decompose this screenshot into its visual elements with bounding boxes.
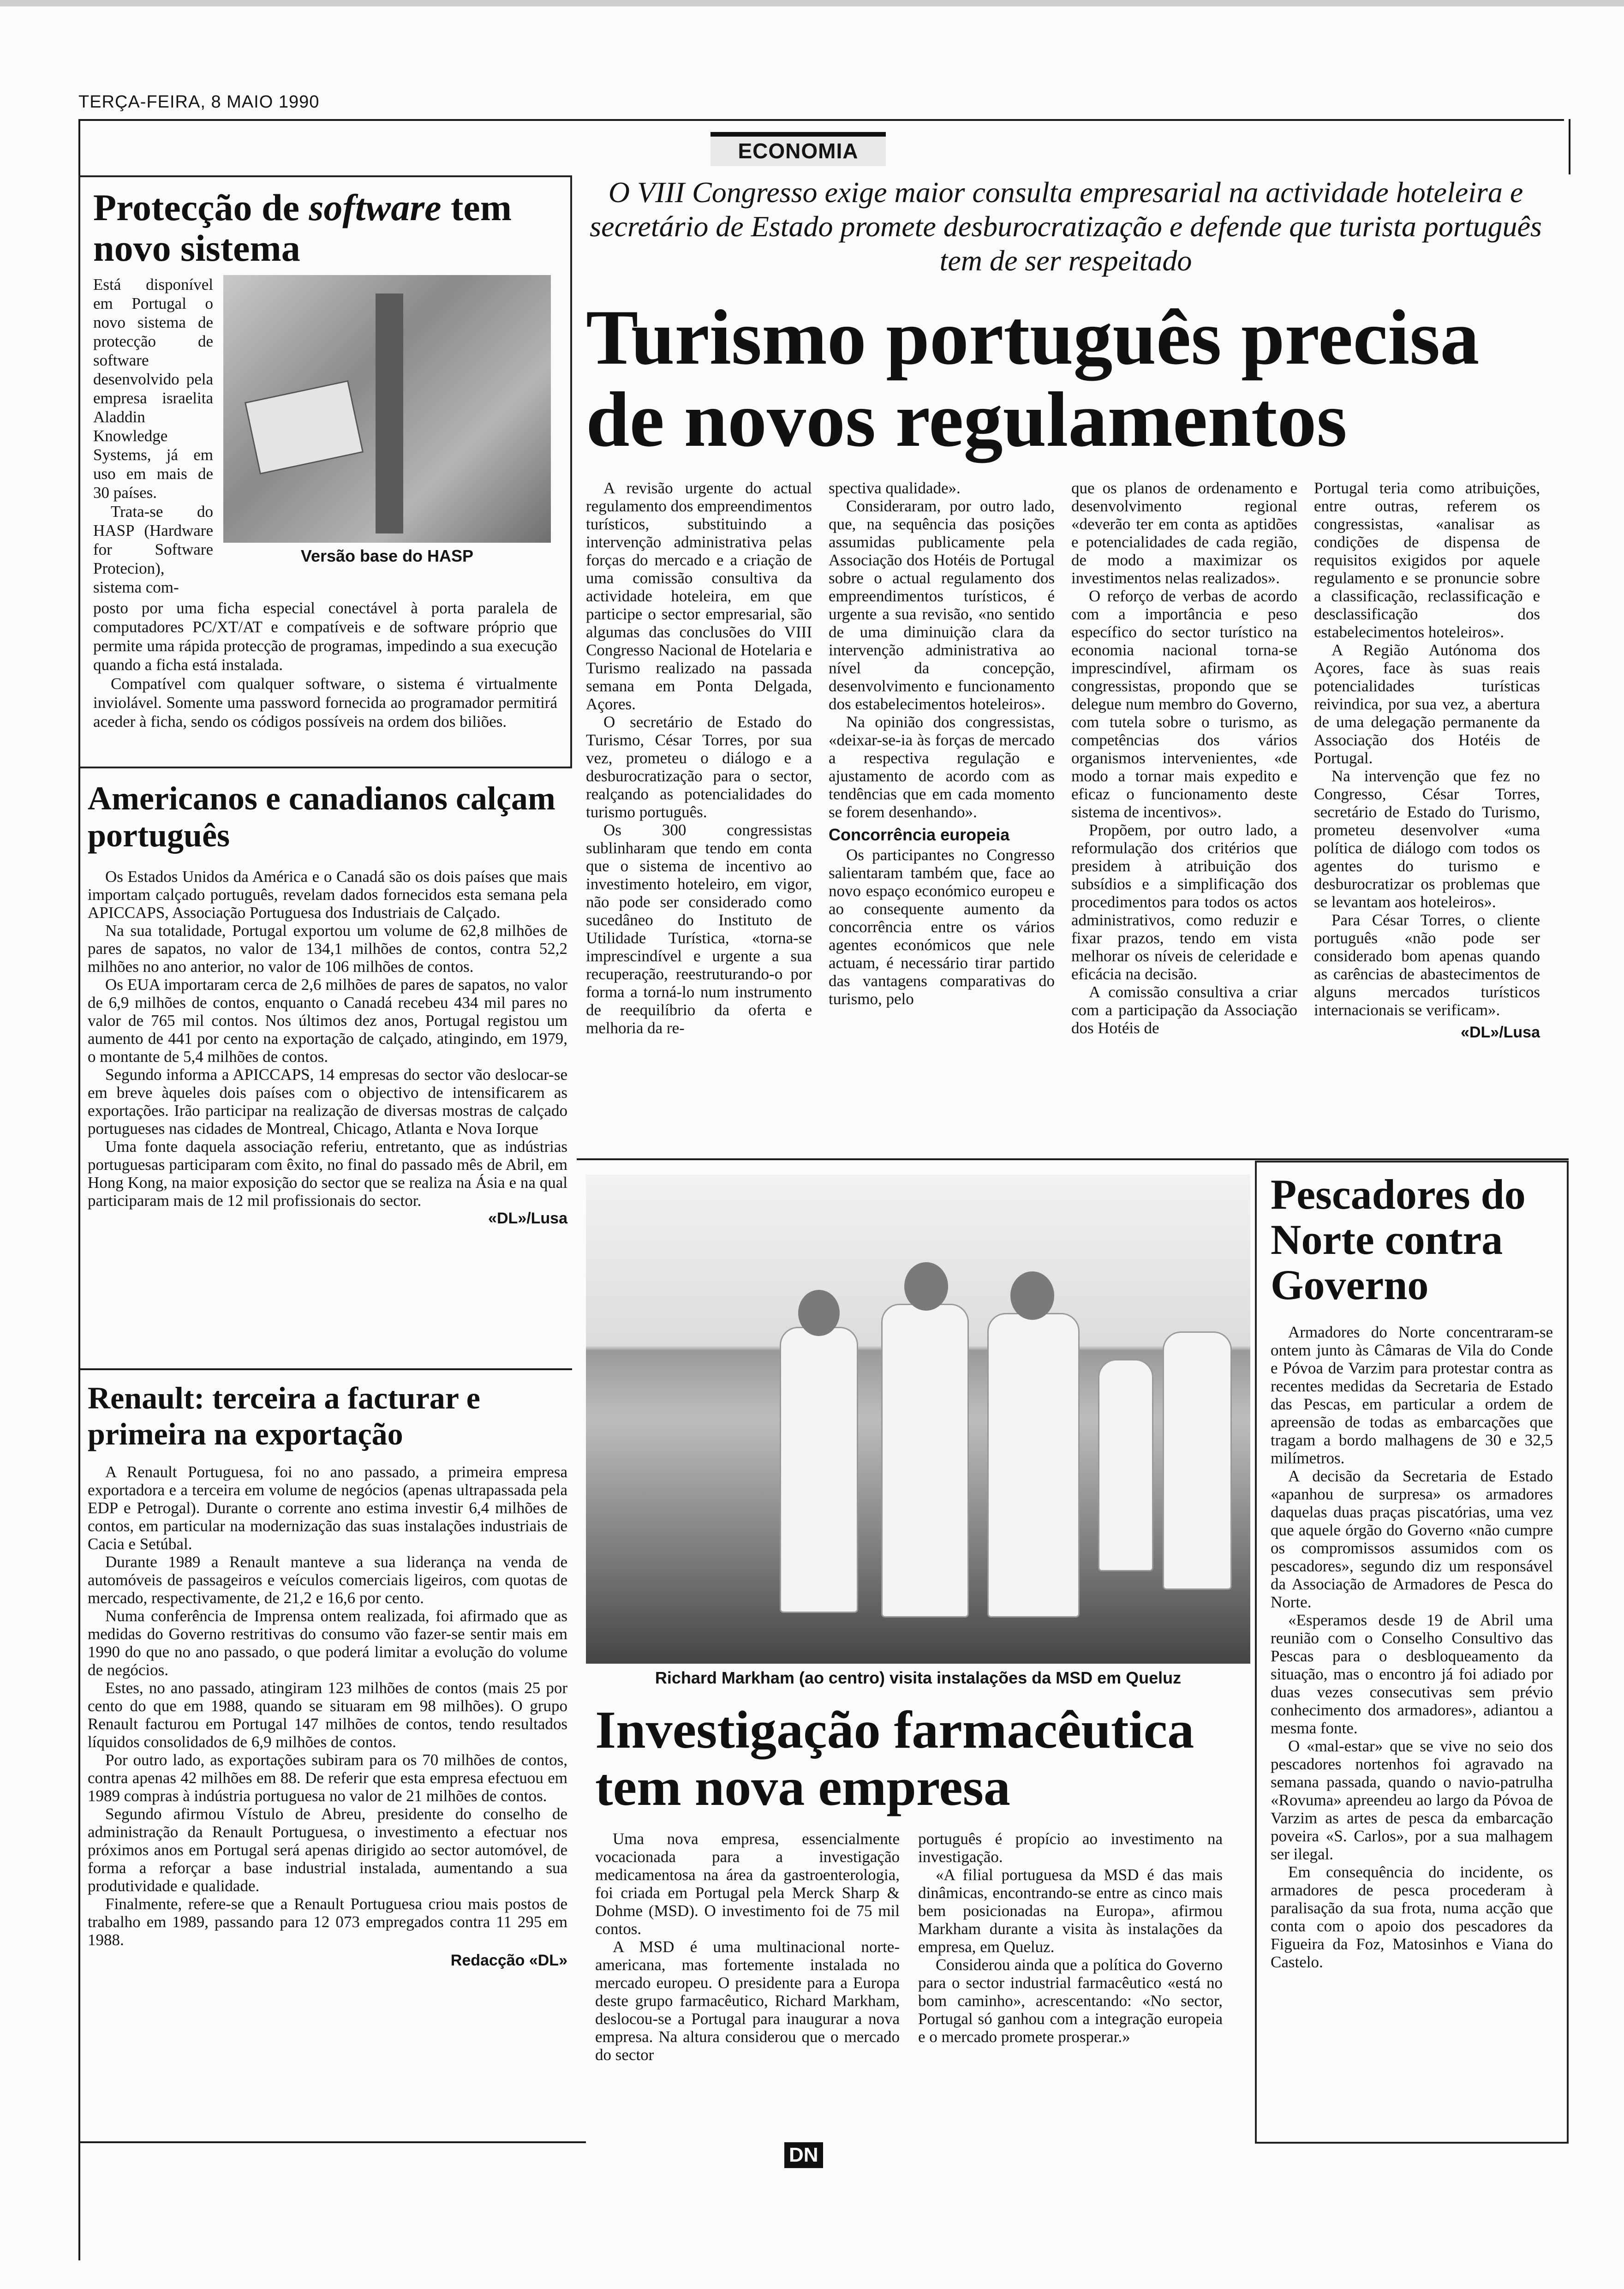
hasp-device-shape [245, 380, 364, 474]
article-msd [586, 1174, 1250, 2116]
article-turismo-title: Turismo português precisa de novos regulamentos [586, 294, 1480, 463]
footer-logo [784, 2141, 823, 2169]
turismo-col-3: que os planos de ordenamento e desenvolvimento regional «deverão ter em conta as aptidões e potencialidades de cada região, de modo a maximizar os investimentos nelas realizados». O reforço de verbas de acordo com a importância e peso específico do sector turístico na economia nacional torna-se imprescindível, afirmam os congressistas, propondo que se delegue num membro do Governo, com tutela sobre o turismo, as competências dos vários organismos intervenientes, «de modo a tornar mais expedito e eficaz o funcionamento deste sistema de incentivos». Propõem, por outro lado, a reformulação dos critérios que presidem à atribuição dos subsídios e a simplificação dos procedimentos para todos os actos administrativos, como reduzir e fixar prazos, tendo em vista melhorar os níveis de celeridade e eficácia na decisão. A comissão consultiva a criar com a participação da Associação dos Hotéis de [1071, 479, 1297, 1037]
msd-caption: Richard Markham (ao centro) visita instalações da MSD em Queluz [655, 1668, 1182, 1687]
msd-col-1: Uma nova empresa, essencialmente vocacionada para a investigação medicamentosa na área da gastroenterologia, foi criada em Portugal pela Merck Sharp & Dohme (MSD). O investimento foi de 75 mil contos. A MSD é uma multinacional norte-americana, mas fortemente instalada no mercado europeu. O presidente para a Europa deste grupo farmacêutico, Richard Markham, deslocou-se a Portugal para inaugurar a nova empresa. Na altura considerou que o mercado do sector [595, 1830, 900, 2064]
article-turismo [581, 175, 1550, 1154]
article-turismo-columns [581, 479, 1550, 1042]
person-shape [1163, 1331, 1232, 1590]
section-label: ECONOMIA [710, 132, 886, 166]
hasp-caption: Versão base do HASP [300, 546, 474, 565]
divider-turismo [577, 1158, 1569, 1160]
article-msd-columns [586, 1830, 1250, 2064]
article-renault-signature: Redacção «DL» [450, 1952, 567, 1969]
turismo-col-4: Portugal teria como atribuições, entre outras, referem os congressistas, «analisar as condições de dispensa de requisitos exigidos por aquele regulamento e se pronuncie sobre a classificação, reclassificação e desclassificação dos estabelecimentos hoteleiros». A Região Autónoma dos Açores, face às suas reais potencialidades turísticas reivindica, por sua vez, a abertura de uma delegação permanente da Associação dos Hotéis de Portugal. Na intervenção que fez no Congresso, César Torres, secretário de Estado do Turismo, prometeu desenvolver «uma política de diálogo com todos os agentes do turismo e desburocratizar os problemas que se levantam aos hoteleiros». Para César Torres, o cliente português «não pode ser considerado bom apenas quando as carências de abastecimentos de alguns mercados turísticos internacionais se verificam». «DL»/Lusa [1314, 479, 1540, 1041]
footer-logo-mark: DN [784, 2142, 823, 2168]
person-shape [1098, 1359, 1153, 1571]
person-head-shape [904, 1262, 948, 1311]
article-turismo-signature: «DL»/Lusa [1461, 1024, 1540, 1041]
scan-top-edge [0, 0, 1624, 6]
person-head-shape [1010, 1271, 1054, 1320]
article-calcado [88, 780, 567, 1366]
article-software-lede: Está disponível em Portugal o novo sistema de protecção de software desenvolvido pela empresa israelita Aladdin Knowledge Systems, já em uso em mais de 30 países. Trata-se do HASP (Hardware for Software Protecion), sistema com- [93, 276, 213, 596]
article-msd-title: Investigação farmacêutica tem nova empresa [595, 1701, 1194, 1817]
turismo-col-1: A revisão urgente do actual regulamento dos empreendimentos turísticos, substituindo a intervenção administrativa pelas forças do mercado e a criação de uma comissão consultiva da actividade hoteleira, em que participe o sector empresarial, são algumas das conclusões do VIII Congresso Nacional de Hotelaria e Turismo realizado na passada semana em Ponta Delgada, Açores. O secretário de Estado do Turismo, César Torres, por sua vez, prometeu o diálogo e a desburocratização para o sector, realçando as potencialidades do turismo português. Os 300 congressistas sublinharam que tendo em conta que o sistema de incentivo ao investimento hoteleiro, em vigor, não pode ser considerado como sucedâneo do Instituto de Utilidade Turística, «torna-se imprescindível e urgente a sua recuperação, reestruturando-o por forma a torná-lo num instrumento de reequilíbrio da oferta e melhoria da re- [586, 479, 812, 1037]
article-pescadores [1255, 1161, 1569, 2144]
connector-shape [376, 294, 403, 533]
article-calcado-body: Os Estados Unidos da América e o Canadá são os dois países que mais importam calçado português, revelam dados fornecidos esta semana pela APICCAPS, Associação Portuguesa dos Industriais de Calçado. Na sua totalidade, Portugal exportou um volume de 62,8 milhões de pares de sapatos, no valor de 134,1 milhões de contos, contra 52,2 milhões no ano anterior, no valor de 106 milhões de contos. Os EUA importaram cerca de 2,6 milhões de pares de sapatos, no valor de 6,9 milhões de contos, enquanto o Canadá recebeu 434 mil pares no valor de 765 mil contos. Nos últimos dez anos, Portugal registou um aumento de 441 por cento na exportação de calçado, atingindo, em 1979, o montante de 5,4 milhões de contos. Segundo informa a APICCAPS, 14 empresas do sector vão deslocar-se em breve àqueles dois países com o objectivo de intensificarem as exportações. Irão participar na realização de diversas mostras de calçado portugueses nas cidades de Montreal, Chicago, Atlanta e Nova Iorque Uma fonte daquela associação referiu, entretanto, que as indústrias portuguesas participaram com êxito, no final do passado mês de Abril, em Hong Kong, na maior exposição do sector que se realiza na Ásia e na qual participaram mais de 12 mil profissionais do sector. [88, 868, 567, 1210]
article-renault-body: A Renault Portuguesa, foi no ano passado, a primeira empresa exportadora e a terceira em volume de negócios (apenas ultrapassada pela EDP e Petrogal). Durante o corrente ano estima investir 6,4 milhões de contos, em particular na modernização das suas instalações industriais de Cacia e Setúbal. Durante 1989 a Renault manteve a sua liderança na venda de automóveis de passageiros e veículos comerciais ligeiros, com quotas de mercado, respectivamente, de 21,2 e 16,6 por cento. Numa conferência de Imprensa ontem realizada, foi afirmado que as medidas do Governo restritivas do consumo vão fazer-se sentir mais em 1990 do que no ano passado, o que poderá limitar a evolução do volume de negócios. Estes, no ano passado, atingiram 123 milhões de contos (mais 25 por cento do que em 1988, quando se situaram em 98 milhões). O grupo Renault facturou em Portugal 147 milhões de contos, tendo resultados líquidos consolidados de 6,9 milhões de contos. Por outro lado, as exportações subiram para os 70 milhões de contos, contra apenas 42 milhões em 88. De referir que esta empresa efectuou em 1989 compras à indústria portuguesa no valor de 21 milhões de contos. Segundo afirmou Vístulo de Abreu, presidente do conselho de administração da Renault Portuguesa, o investimento a efectuar nos próximos anos em Portugal será apenas dirigido ao sector automóvel, de forma a reforçar a base industrial instalada, aumentando a sua produtividade e qualidade. Finalmente, refere-se que a Renault Portuguesa criou mais postos de trabalho em 1989, passando para 12 073 empregados contra 11 295 em 1988. [88, 1463, 567, 1949]
page-date: TERÇA-FEIRA, 8 MAIO 1990 [78, 92, 320, 112]
turismo-col-2: spectiva qualidade». Consideraram, por outro lado, que, na sequência das posições assumidas publicamente pela Associação dos Hotéis de Portugal sobre o actual regulamento dos empreendimentos turísticos, é urgente a sua revisão, «no sentido de uma diminuição clara da intervenção administrativa ao nível da concepção, desenvolvimento e funcionamento dos estabelecimentos hoteleiros». Na opinião dos congressistas, «deixar-se-ia às forças de mercado a respectiva regulação e ajustamento de acordo com as tendências que em cada momento se forem desenhando». Concorrência europeia Os participantes no Congresso salientaram também que, face ao novo espaço económico europeu e ao consequente aumento da concorrência entre os vários agentes económicos que nele actuam, é necessário tirar partido das vantagens comparativas do turismo, pelo [829, 479, 1055, 1008]
person-shape [881, 1304, 969, 1618]
hasp-photo [223, 275, 551, 543]
article-calcado-signature: «DL»/Lusa [488, 1210, 567, 1227]
person-head-shape [798, 1290, 840, 1336]
header-rule [78, 119, 1564, 121]
article-renault [88, 1380, 567, 2146]
article-software [78, 175, 572, 768]
msd-visit-photo [586, 1174, 1250, 1664]
article-pescadores-title: Pescadores do Norte contra Governo [1271, 1171, 1526, 1308]
page-right-tick [1569, 119, 1570, 174]
article-pescadores-body: Armadores do Norte concentraram-se ontem junto às Câmaras de Vila do Conde e Póvoa de Varzim para protestar contra as recentes medidas da Secretaria de Estado das Pescas, em particular a ordem de apreensão de todas as embarcações que tragam a bordo malhagens de 30 e 32,5 milímetros. A decisão da Secretaria de Estado «apanhou de surpresa» os armadores daquelas duas praças piscatórias, uma vez que aquele órgão do Governo «não cumpre os compromissos assumidos com os pescadores», segundo diz um responsável da Associação de Armadores de Pesca do Norte. «Esperamos desde 19 de Abril uma reunião com o Conselho Consultivo das Pescas para o desbloqueamento da situação, mas o encontro já foi adiado por duas vezes consecutivas sem prévio conhecimento dos armadores», adiantou a mesma fonte. O «mal-estar» que se vive no seio dos pescadores nortenhos foi agravado na semana passada, quando o navio-patrulha «Rovuma» apreendeu ao largo da Póvoa de Varzim as artes de pesca da embarcação poveira «S. Carlos», por a sua malhagem ser ilegal. Em consequência do incidente, os armadores de pesca procederam à paralisação da sua frota, numa acção que conta com o apoio dos pescadores da Figueira da Foz, Matosinhos e Viana do Castelo. [1271, 1323, 1553, 1971]
article-turismo-kicker: O VIII Congresso exige maior consulta empresarial na actividade hoteleira e secretário de Estado promete desburocratização e defende que turista português tem de ser respeitado [590, 176, 1542, 277]
turismo-subhead: Concorrência europeia [829, 825, 1010, 844]
person-shape [987, 1313, 1080, 1618]
page-bottom-rule-left [78, 2141, 586, 2143]
person-shape [780, 1327, 858, 1613]
msd-col-2: português é propício ao investimento na investigação. «A filial portuguesa da MSD é das mais dinâmicas, encontrando-se entre as cinco mais bem posicionadas na Europa», afirmou Markham durante a visita às instalações da empresa, em Queluz. Considerou ainda que a política do Governo para o sector industrial farmacêutico «está no bom caminho», acrescentando: «No sector, Portugal só ganhou com a integração europeia e o mercado promete prosperar.» [918, 1830, 1223, 2046]
article-renault-title: Renault: terceira a facturar e primeira na exportação [88, 1380, 480, 1451]
article-software-body: posto por uma ficha especial conectável à porta paralela de computadores PC/XT/AT e compatíveis e de software próprio que permite uma rápida protecção de programas, impedindo a sua execução quando a ficha está instalada. Compatível com qualquer software, o sistema é virtualmente inviolável. Somente uma password fornecida ao programador permitirá aceder à ficha, sendo os códigos possíveis na ordem dos biliões. [93, 599, 557, 731]
article-calcado-title: Americanos e canadianos calçam português [88, 780, 555, 854]
divider-calcado-renault [78, 1368, 572, 1370]
article-software-title: Protecção de software tem novo sistema [93, 186, 512, 269]
